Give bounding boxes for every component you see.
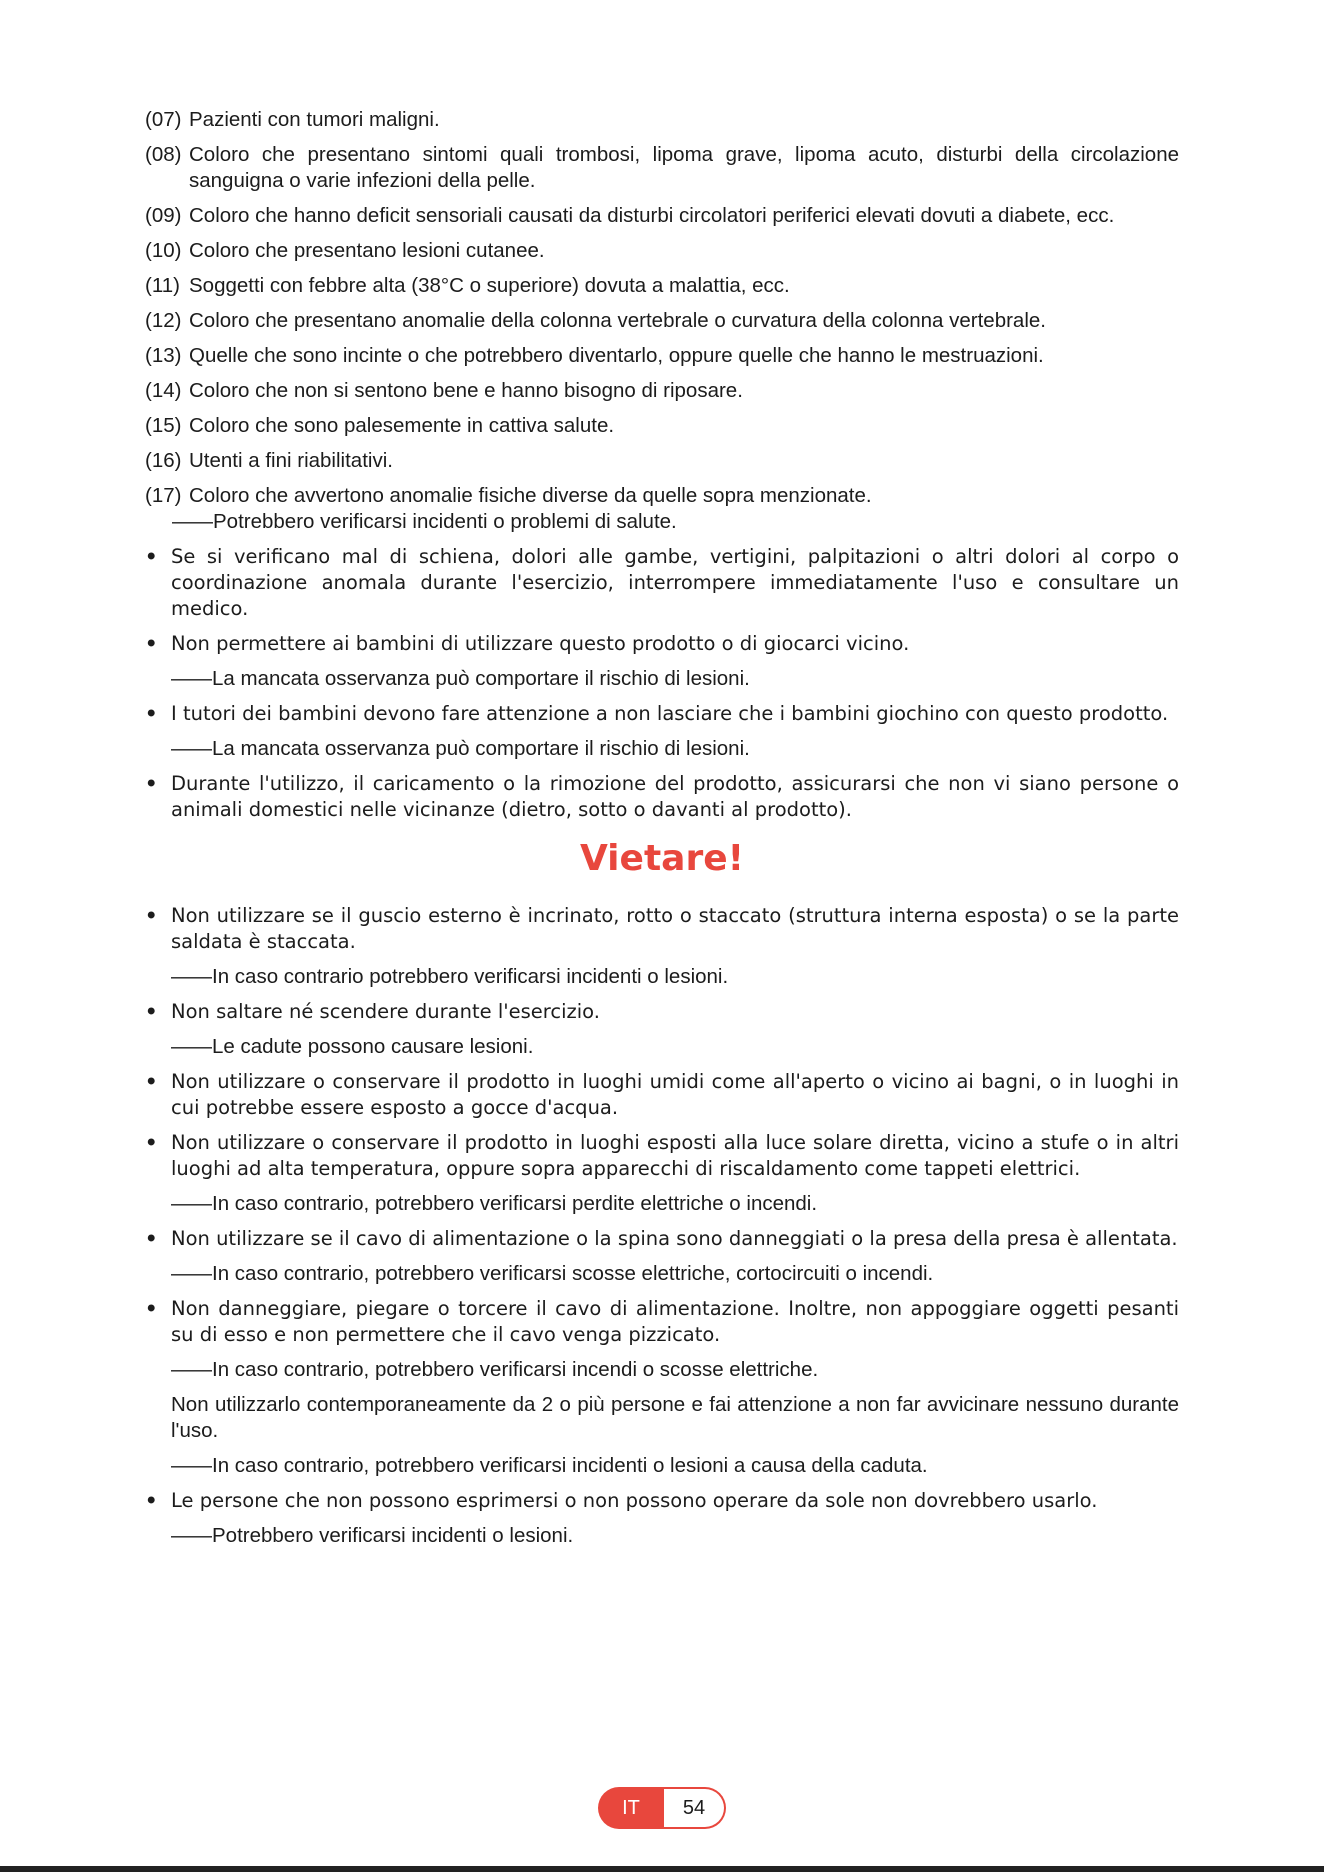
item-text: Quelle che sono incinte o che potrebbero diventarlo, oppure quelle che hanno le mestruazioni.	[189, 344, 1044, 367]
bullet-item	[145, 1488, 1179, 1514]
item-number: (14)	[145, 379, 182, 402]
bottom-divider	[0, 1866, 1324, 1872]
bullet-text: Non saltare né scendere durante l'esercizio.	[171, 1000, 600, 1023]
warning-note: ——In caso contrario, potrebbero verificarsi incendi o scosse elettriche.	[171, 1358, 819, 1381]
bullet-text: Se si verificano mal di schiena, dolori alle gambe, vertigini, palpitazioni o altri dolori al corpo o coordinazione anomala durante l'esercizio, interrompere immediatamente l'uso e consultare un medico.	[171, 545, 1179, 620]
bullet-icon: •	[145, 1489, 158, 1512]
list-item	[145, 448, 1179, 474]
list-item	[145, 413, 1179, 439]
item-number: (15)	[145, 414, 182, 437]
bullet-text: Non danneggiare, piegare o torcere il cavo di alimentazione. Inoltre, non appoggiare oggetti pesanti su di esso e non permettere che il cavo venga pizzicato.	[171, 1297, 1179, 1346]
item-text: Coloro che presentano anomalie della colonna vertebrale o curvatura della colonna vertebrale.	[189, 309, 1046, 332]
item-text: Coloro che sono palesemente in cattiva salute.	[189, 414, 615, 437]
bullet-item	[145, 1069, 1179, 1121]
bullet-icon: •	[145, 1227, 158, 1250]
bullet-item	[145, 631, 1179, 657]
list-item	[145, 308, 1179, 334]
bullet-item	[145, 1130, 1179, 1182]
item-number: (08)	[145, 143, 182, 166]
bullet-icon: •	[145, 632, 158, 655]
language-label: IT	[598, 1787, 664, 1829]
item-text: Coloro che avvertono anomalie fisiche diverse da quelle sopra menzionate.	[189, 484, 872, 507]
numbered-list	[145, 107, 1179, 535]
warning-note: ——In caso contrario, potrebbero verificarsi perdite elettriche o incendi.	[171, 1192, 818, 1215]
bullet-text: I tutori dei bambini devono fare attenzione a non lasciare che i bambini giochino con questo prodotto.	[171, 702, 1169, 725]
bullet-text: Le persone che non possono esprimersi o non possono operare da sole non dovrebbero usarlo.	[171, 1489, 1098, 1512]
item-number: (16)	[145, 449, 182, 472]
bullet-item	[145, 544, 1179, 622]
list-item	[145, 107, 1179, 133]
prohibition-section	[145, 903, 1179, 1549]
item-number: (10)	[145, 239, 182, 262]
bullet-item	[145, 701, 1179, 727]
item-text: Coloro che hanno deficit sensoriali causati da disturbi circolatori periferici elevati dovuti a diabete, ecc.	[189, 204, 1115, 227]
warning-note: ——Potrebbero verificarsi incidenti o lesioni.	[171, 1524, 574, 1547]
warning-note: ——In caso contrario, potrebbero verificarsi incidenti o lesioni a causa della caduta.	[171, 1454, 928, 1477]
item-number: (11)	[145, 274, 180, 297]
list-item	[145, 343, 1179, 369]
warning-note: ——In caso contrario potrebbero verificarsi incidenti o lesioni.	[171, 965, 729, 988]
bullet-item	[145, 903, 1179, 955]
paragraph: Non utilizzarlo contemporaneamente da 2 o più persone e fai attenzione a non far avvicinare nessuno durante l'uso.	[171, 1393, 1179, 1442]
warning-note: ——Potrebbero verificarsi incidenti o problemi di salute.	[172, 510, 677, 533]
list-item	[145, 273, 1179, 299]
warning-note: ——In caso contrario, potrebbero verificarsi scosse elettriche, cortocircuiti o incendi.	[171, 1262, 934, 1285]
bullet-text: Durante l'utilizzo, il caricamento o la rimozione del prodotto, assicurarsi che non vi siano persone o animali domestici nelle vicinanze (dietro, sotto o davanti al prodotto).	[171, 772, 1179, 821]
item-number: (09)	[145, 204, 182, 227]
page-number-badge	[598, 1787, 726, 1829]
bullet-icon: •	[145, 702, 158, 725]
bullet-icon: •	[145, 1297, 158, 1320]
item-number: (07)	[145, 108, 182, 131]
bullet-text: Non permettere ai bambini di utilizzare questo prodotto o di giocarci vicino.	[171, 632, 910, 655]
caution-section	[145, 544, 1179, 823]
item-number: (13)	[145, 344, 182, 367]
list-item	[145, 483, 1179, 509]
section-heading: Vietare!	[579, 838, 745, 879]
warning-note: ——La mancata osservanza può comportare il rischio di lesioni.	[171, 667, 750, 690]
bullet-icon: •	[145, 1070, 158, 1093]
warning-note: ——La mancata osservanza può comportare il rischio di lesioni.	[171, 737, 750, 760]
bullet-text: Non utilizzare se il guscio esterno è incrinato, rotto o staccato (struttura interna esposta) o se la parte saldata è staccata.	[171, 904, 1179, 953]
list-item	[145, 378, 1179, 404]
bullet-text: Non utilizzare se il cavo di alimentazione o la spina sono danneggiati o la presa della presa è allentata.	[171, 1227, 1178, 1250]
list-item	[145, 238, 1179, 264]
item-text: Soggetti con febbre alta (38°C o superiore) dovuta a malattia, ecc.	[189, 274, 790, 297]
page-number: 54	[664, 1787, 726, 1829]
bullet-icon: •	[145, 772, 158, 795]
list-item	[145, 203, 1179, 229]
page-content	[145, 107, 1179, 1558]
bullet-icon: •	[145, 904, 158, 927]
bullet-item	[145, 771, 1179, 823]
item-text: Coloro che presentano sintomi quali trombosi, lipoma grave, lipoma acuto, disturbi della circolazione sanguigna o varie infezioni della pelle.	[189, 143, 1179, 192]
bullet-item	[145, 999, 1179, 1025]
item-text: Pazienti con tumori maligni.	[189, 108, 440, 131]
item-text: Utenti a fini riabilitativi.	[189, 449, 393, 472]
bullet-text: Non utilizzare o conservare il prodotto in luoghi umidi come all'aperto o vicino ai bagni, o in luoghi in cui potrebbe essere esposto a gocce d'acqua.	[171, 1070, 1179, 1119]
bullet-icon: •	[145, 1131, 158, 1154]
list-item	[145, 142, 1179, 194]
bullet-item	[145, 1226, 1179, 1252]
item-text: Coloro che presentano lesioni cutanee.	[189, 239, 545, 262]
item-text: Coloro che non si sentono bene e hanno bisogno di riposare.	[189, 379, 743, 402]
bullet-item	[145, 1296, 1179, 1348]
item-number: (17)	[145, 484, 182, 507]
bullet-icon: •	[145, 545, 158, 568]
bullet-text: Non utilizzare o conservare il prodotto in luoghi esposti alla luce solare diretta, vicino a stufe o in altri luoghi ad alta temperatura, oppure sopra apparecchi di riscaldamento come tappeti elettrici.	[171, 1131, 1179, 1180]
item-number: (12)	[145, 309, 182, 332]
bullet-icon: •	[145, 1000, 158, 1023]
warning-note: ——Le cadute possono causare lesioni.	[171, 1035, 534, 1058]
